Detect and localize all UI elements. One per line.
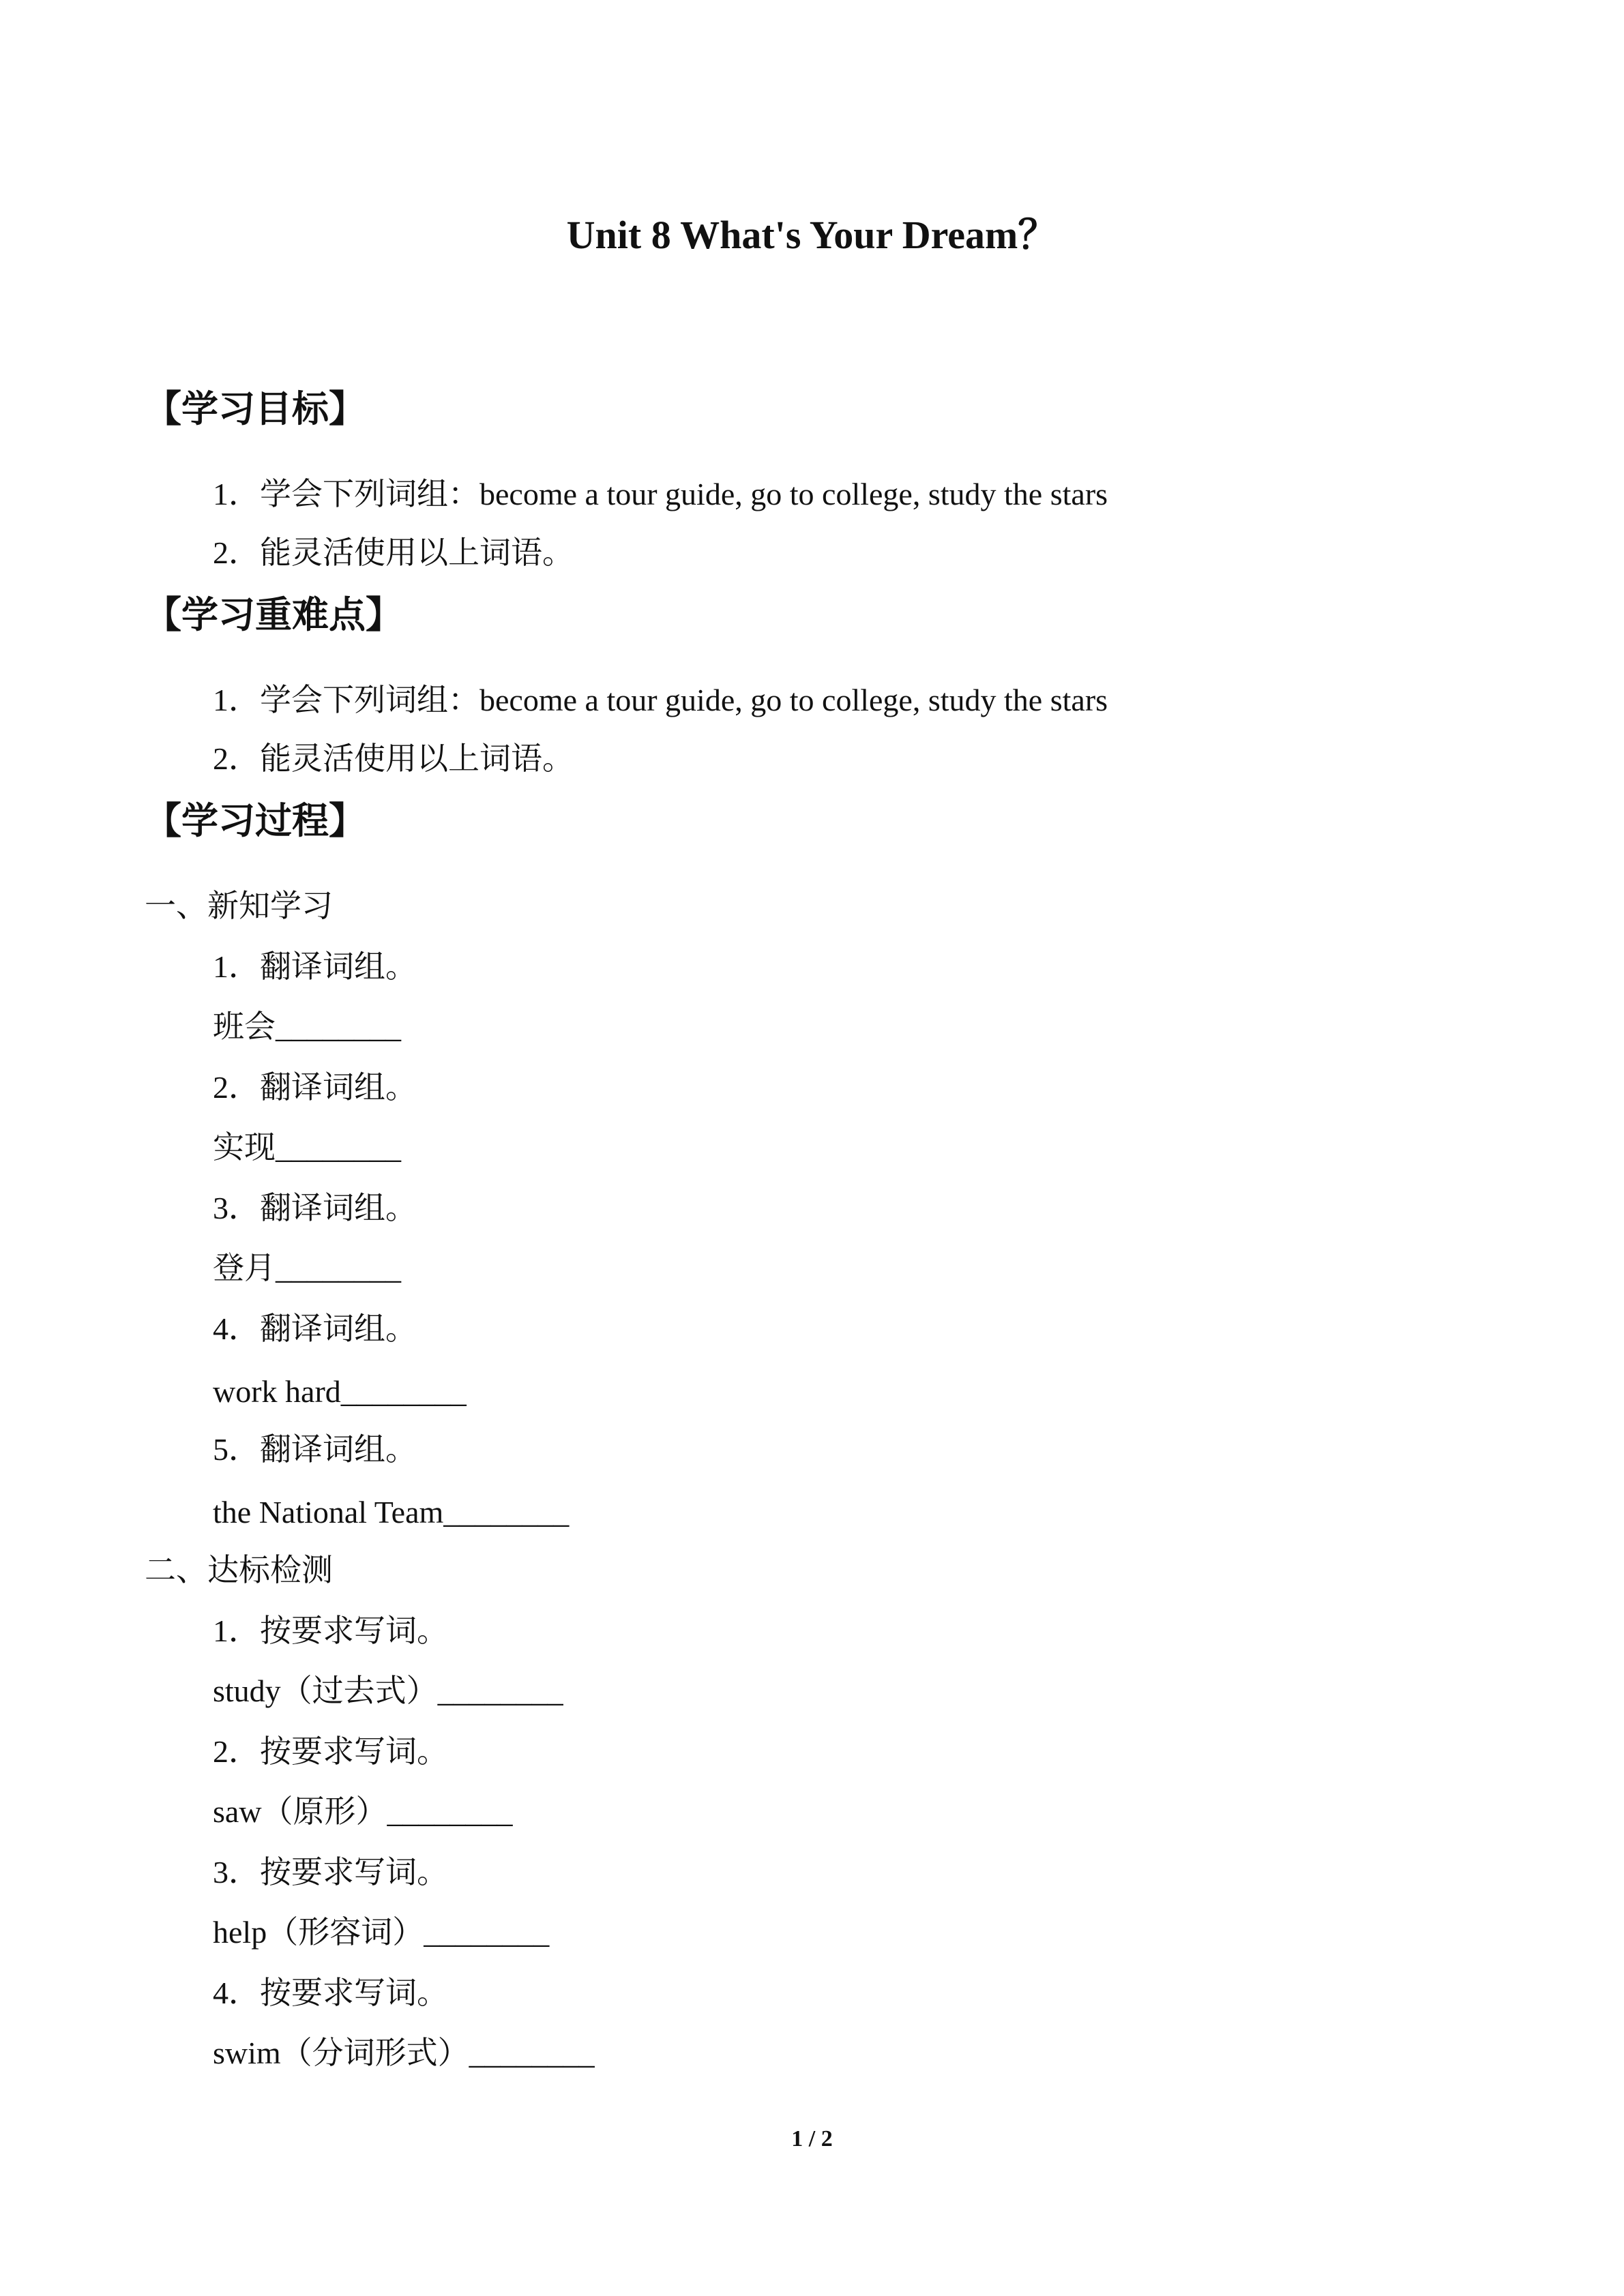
part1-item-2-prompt: 2．翻译词组。	[213, 1070, 417, 1105]
part1-item-4-answer: work hard________	[213, 1374, 467, 1409]
part2-item-1-prompt: 1．按要求写词。	[213, 1613, 448, 1648]
section-heading-key-points: 【学习重难点】	[145, 595, 402, 636]
part2-item-2-prompt: 2．按要求写词。	[213, 1734, 448, 1769]
part1-item-5-prompt: 5．翻译词组。	[213, 1432, 417, 1467]
part2-item-3-prompt: 3．按要求写词。	[213, 1855, 448, 1890]
key-points-item-1: 1．学会下列词组：become a tour guide, go to college, study the stars	[213, 683, 1108, 717]
part1-item-5-answer: the National Team________	[213, 1495, 570, 1530]
part1-label: 一、新知学习	[145, 889, 333, 923]
part2-label: 二、达标检测	[145, 1553, 333, 1587]
section-heading-process: 【学习过程】	[145, 801, 366, 841]
goals-item-1: 1．学会下列词组：become a tour guide, go to college, study the stars	[213, 477, 1108, 511]
page-number: 1 / 2	[791, 2126, 833, 2151]
part2-item-1-answer: study（过去式）________	[213, 1673, 563, 1708]
part2-item-4-answer: swim（分词形式）________	[213, 2036, 595, 2070]
goals-item-2: 2．能灵活使用以上词语。	[213, 535, 574, 570]
part1-item-4-prompt: 4．翻译词组。	[213, 1311, 417, 1346]
part1-item-3-prompt: 3．翻译词组。	[213, 1191, 417, 1225]
part2-item-4-prompt: 4．按要求写词。	[213, 1976, 448, 2010]
part1-item-1-answer: 班会________	[213, 1009, 401, 1044]
key-points-item-2: 2．能灵活使用以上词语。	[213, 741, 574, 776]
part2-item-2-answer: saw（原形）________	[213, 1794, 513, 1829]
part2-item-3-answer: help（形容词）________	[213, 1915, 550, 1950]
part1-item-1-prompt: 1．翻译词组。	[213, 949, 417, 984]
part1-item-2-answer: 实现________	[213, 1130, 401, 1165]
part1-item-3-answer: 登月________	[213, 1251, 401, 1285]
page-title: Unit 8 What's Your Dream？	[566, 213, 1058, 257]
section-heading-goals: 【学习目标】	[145, 389, 366, 430]
